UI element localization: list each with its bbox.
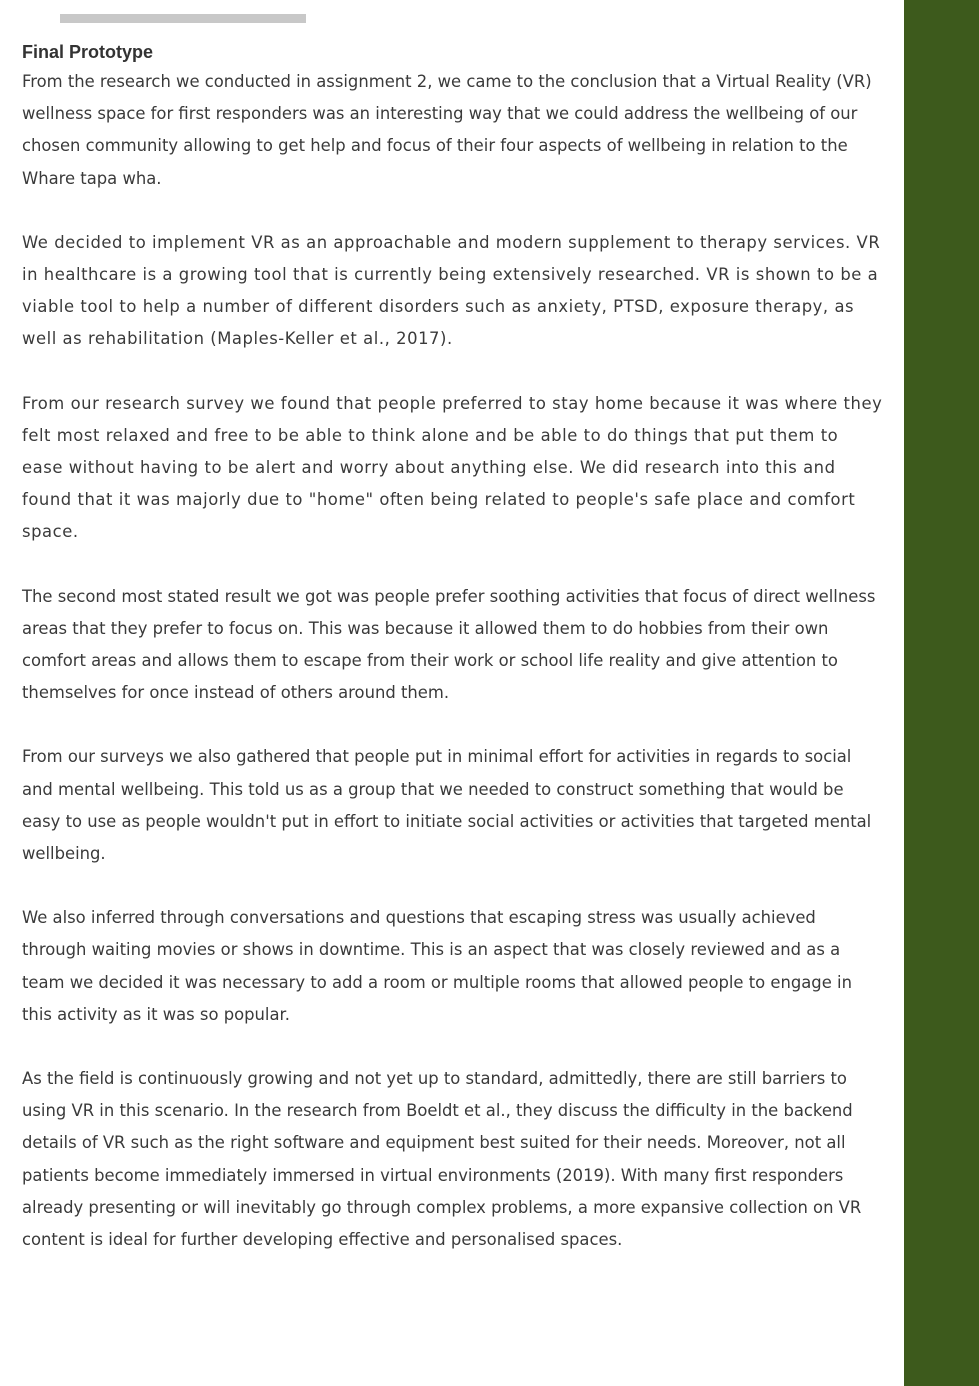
paragraph-minimal-effort: From our surveys we also gathered that people put in minimal effort for activities in regards to social and mental wellbeing. This told us as a group that we needed to construct something that would be easy to use as people wouldn't put in effort to initiate social activities or activities that targeted mental wellbeing. xyxy=(22,747,872,864)
document-body xyxy=(22,38,884,1288)
page-title: Final Prototype xyxy=(22,42,154,62)
paragraph-soothing-activities: The second most stated result we got was people prefer soothing activities that focus of direct wellness areas that they prefer to focus on. This was because it allowed them to do hobbies from their own comfort areas and allows them to escape from their work or school life reality and give attention to themselves for once instead of others around them. xyxy=(22,586,876,703)
paragraph-vr-implementation: We decided to implement VR as an approachable and modern supplement to therapy services. VR in healthcare is a growing tool that is currently being extensively researched. VR is shown to be a viable tool to help a number of different disorders such as anxiety, PTSD, exposure therapy, as well as rehabilitation (Maples-Keller et al., 2017). xyxy=(22,232,881,349)
paragraph-intro: From the research we conducted in assignment 2, we came to the conclusion that a Virtual Reality (VR) wellness space for first responders was an interesting way that we could address the wellbeing of our chosen community allowing to get help and focus of their four aspects of wellbeing in relation to the Whare tapa wha. xyxy=(22,72,872,188)
paragraph-barriers: As the field is continuously growing and not yet up to standard, admittedly, there are still barriers to using VR in this scenario. In the research from Boeldt et al., they discuss the difficulty in the backend details of VR such as the right software and equipment best suited for their needs. Moreover, not all patients become immediately immersed in virtual environments (2019). With many first responders already presenting or will inevitably go through complex problems, a more expansive collection on VR content is ideal for further developing effective and personalised spaces. xyxy=(22,1069,862,1250)
paragraph-escaping-stress: We also inferred through conversations and questions that escaping stress was usually achieved through waiting movies or shows in downtime. This is an aspect that was closely reviewed and as a team we decided it was necessary to add a room or multiple rooms that allowed people to engage in this activity as it was so popular. xyxy=(22,908,852,1024)
top-decorative-bar xyxy=(60,14,306,23)
paragraph-home-preference: From our research survey we found that people preferred to stay home because it was where they felt most relaxed and free to be able to think alone and be able to do things that put them to ease without having to be alert and worry about anything else. We did research into this and found that it was majorly due to "home" often being related to people's safe place and comfort space. xyxy=(22,393,883,542)
green-side-band xyxy=(904,0,979,1386)
